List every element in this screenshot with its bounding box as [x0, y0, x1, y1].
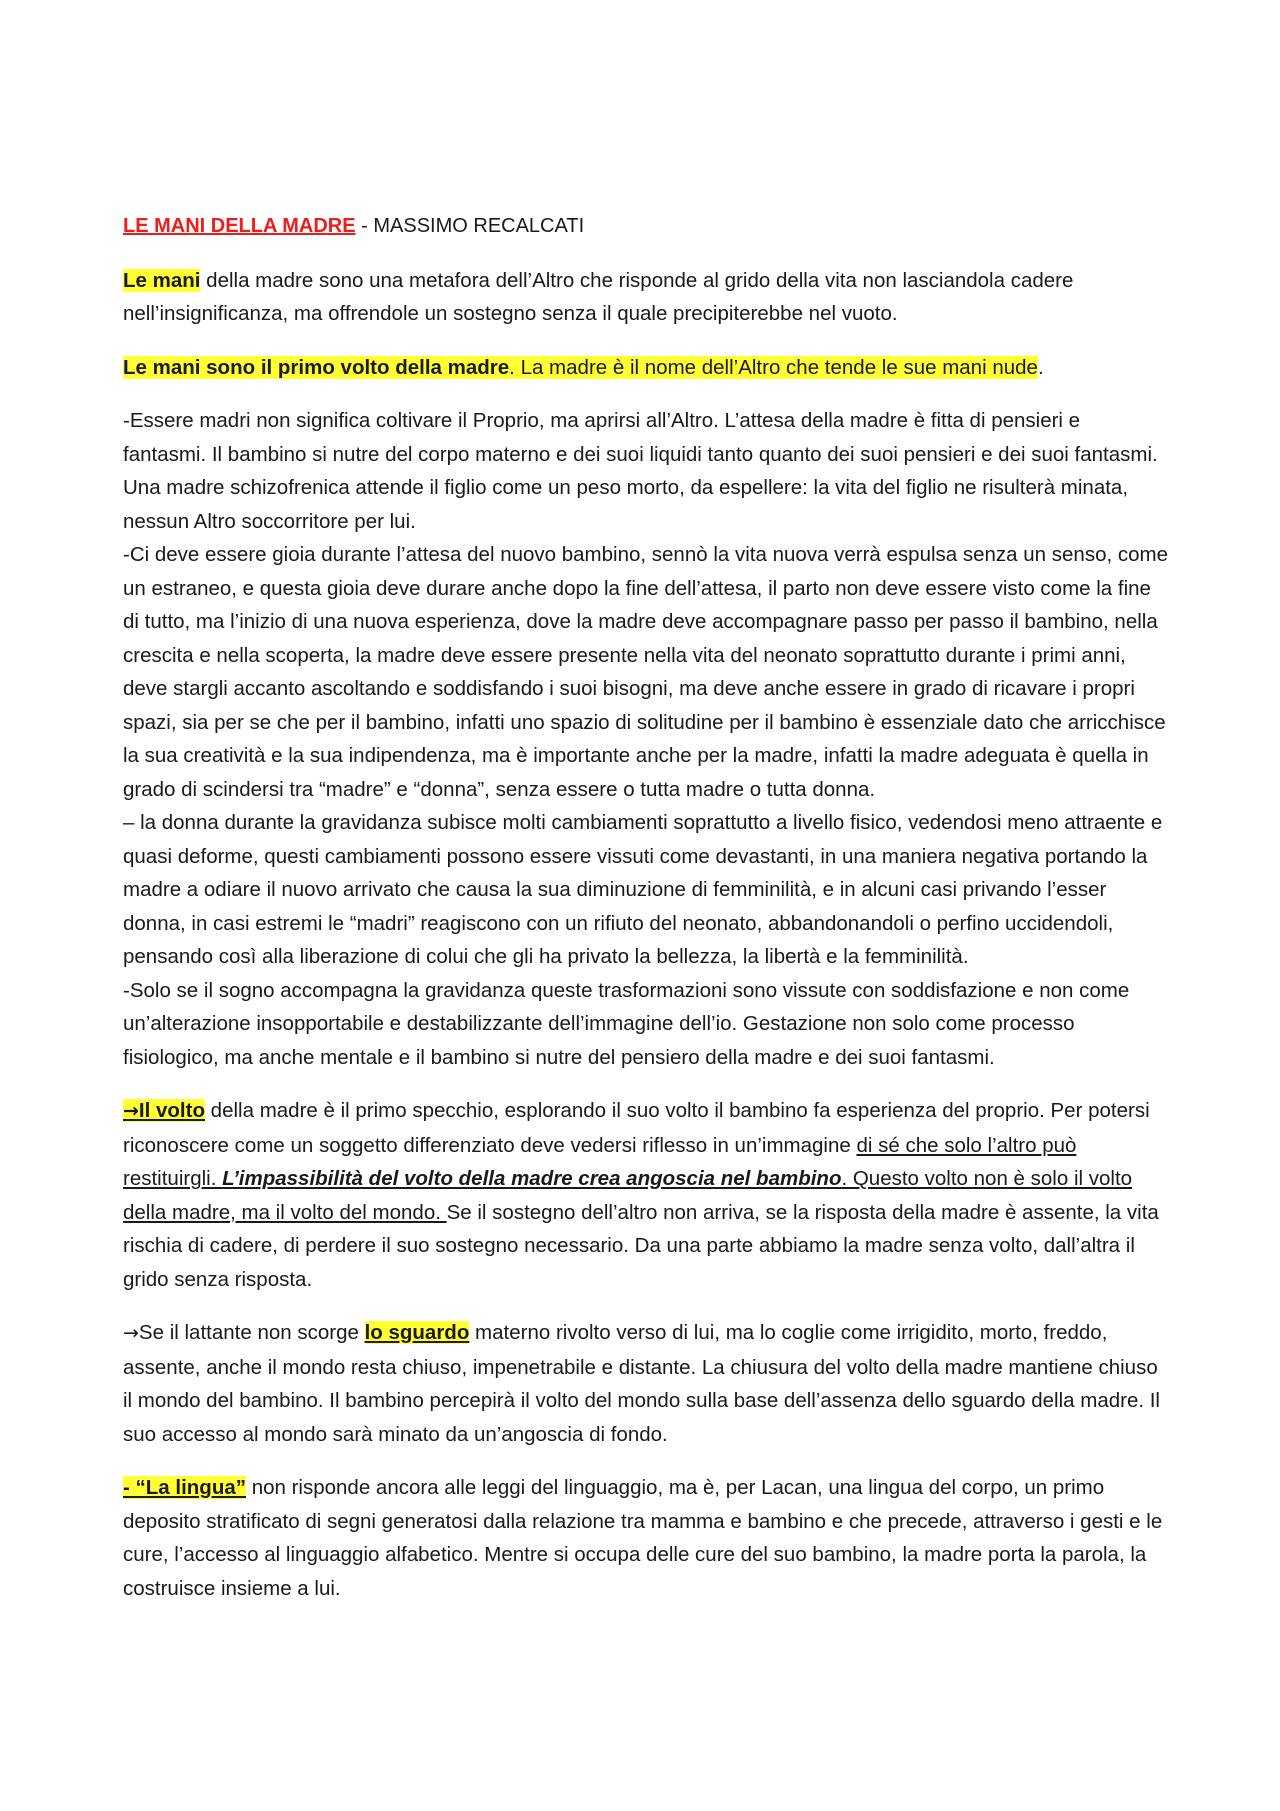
highlight-lo-sguardo: lo sguardo — [364, 1321, 470, 1344]
highlight-il-volto-label: Il volto — [138, 1099, 205, 1122]
paragraph-sguardo — [123, 1316, 1168, 1451]
paragraph-sguardo-text-1: Se il lattante non scorge — [138, 1321, 365, 1344]
paragraph-volto — [123, 1094, 1168, 1296]
title-separator: - — [355, 215, 374, 237]
paragraph-primo-volto-end: . — [1037, 355, 1044, 379]
paragraph-primo-volto — [123, 351, 1168, 385]
paragraph-sogno: -Solo se il sogno accompagna la gravidanza queste trasformazioni sono vissute con soddisfazione e non come un’alterazione insopportabile e destabilizzante dell’immagine dell’io. Gestazione non solo come processo fisiologico, ma anche mentale e il bambino si nutre del pensiero della madre e dei suoi fantasmi. — [123, 978, 1130, 1069]
highlight-le-mani: Le mani — [123, 268, 201, 292]
document-author: MASSIMO RECALCATI — [373, 215, 585, 237]
paragraph-volto-emphasis: L’impassibilità del volto della madre crea angoscia nel bambino — [222, 1167, 842, 1190]
document-title: LE MANI DELLA MADRE — [123, 215, 356, 237]
paragraph-volto-underlined-2: . Questo volto non è solo il volto della madre, ma il volto del mondo. — [123, 1167, 1133, 1224]
document-page — [123, 210, 1168, 1625]
paragraph-group-attesa — [123, 404, 1168, 1074]
arrow-right-icon: → — [123, 1100, 139, 1122]
paragraph-sguardo-text-2: materno rivolto verso di lui, ma lo coglie come irrigidito, morto, freddo, assente, anche il mondo resta chiuso, impenetrabile e distante. La chiusura del volto della madre mantiene chiuso il mondo del bambino. Il bambino percepirà il volto del mondo sulla base dell’assenza dello sguardo della madre. Il suo accesso al mondo sarà minato da un’angoscia di fondo. — [123, 1321, 1160, 1446]
highlight-madre-altro: . La madre è il nome dell’Altro che tende le sue mani nude — [509, 355, 1038, 379]
paragraph-essere-madri: -Essere madri non significa coltivare il Proprio, ma aprirsi all’Altro. L’attesa della madre è fitta di pensieri e fantasmi. Il bambino si nutre del corpo materno e dei suoi liquidi tanto quanto dei suoi pensieri e dei suoi fantasmi. Una madre schizofrenica attende il figlio come un peso morto, da espellere: la vita del figlio ne risulterà minata, nessun Altro soccorritore per lui. — [123, 409, 1158, 533]
paragraph-lingua-text: non risponde ancora alle leggi del linguaggio, ma è, per Lacan, una lingua del corpo, un primo deposito stratificato di segni generatosi dalla relazione tra mamma e bambino e che precede, attraverso i gesti e le cure, l’accesso al linguaggio alfabetico. Mentre si occupa delle cure del suo bambino, la madre porta la parola, la costruisce insieme a lui. — [123, 1476, 1163, 1600]
paragraph-lingua — [123, 1471, 1168, 1605]
arrow-right-icon: → — [123, 1322, 139, 1344]
paragraph-mani-text: della madre sono una metafora dell’Altro che risponde al grido della vita non lasciandola cadere nell’insignificanza, ma offrendole un sostegno senza il quale precipiterebbe nel vuoto. — [123, 268, 1074, 325]
document-title-line — [123, 210, 1168, 244]
paragraph-volto-text-1: della madre è il primo specchio, esplorando il suo volto il bambino fa esperienza del proprio. Per potersi riconoscere come un soggetto differenziato deve vedersi riflesso in un’immagine — [123, 1099, 1150, 1157]
paragraph-gioia: -Ci deve essere gioia durante l’attesa del nuovo bambino, sennò la vita nuova verrà espulsa senza un senso, come un estraneo, e questa gioia deve durare anche dopo la fine dell’attesa, il parto non deve essere visto come la fine di tutto, ma l’inizio di una nuova esperienza, dove la madre deve accompagnare passo per passo il bambino, nella crescita e nella scoperta, la madre deve essere presente nella vita del neonato soprattutto durante i primi anni, deve stargli accanto ascoltando e soddisfando i suoi bisogni, ma deve anche essere in grado di ricavare i propri spazi, sia per se che per il bambino, infatti uno spazio di solitudine per il bambino è essenziale dato che arricchisce la sua creatività e la sua indipendenza, ma è importante anche per la madre, infatti la madre adeguata è quella in grado di scindersi tra “madre” e “donna”, senza essere o tutta madre o tutta donna. — [123, 543, 1168, 801]
paragraph-mani — [123, 264, 1168, 331]
highlight-primo-volto: Le mani sono il primo volto della madre — [123, 355, 510, 379]
highlight-la-lingua: - “La lingua” — [123, 1476, 246, 1499]
paragraph-gravidanza: – la donna durante la gravidanza subisce molti cambiamenti soprattutto a livello fisico, vedendosi meno attraente e quasi deforme, questi cambiamenti possono essere vissuti come devastanti, in una maniera negativa portando la madre a odiare il nuovo arrivato che causa la sua diminuzione di femminilità, e in alcuni casi privando l’esser donna, in casi estremi le “madri” reagiscono con un rifiuto del neonato, abbandonandoli o perfino uccidendoli, pensando così alla liberazione di colui che gli ha privato la bellezza, la libertà e la femminilità. — [123, 811, 1163, 968]
paragraph-volto-text-2: Se il sostegno dell’altro non arriva, se la risposta della madre è assente, la vita rischia di cadere, di perdere il suo sostegno necessario. Da una parte abbiamo la madre senza volto, dall’altra il grido senza risposta. — [123, 1200, 1159, 1291]
highlight-il-volto — [123, 1099, 205, 1122]
paragraph-volto-underlined-1: di sé che solo l’altro può restituirgli. — [123, 1133, 1077, 1190]
